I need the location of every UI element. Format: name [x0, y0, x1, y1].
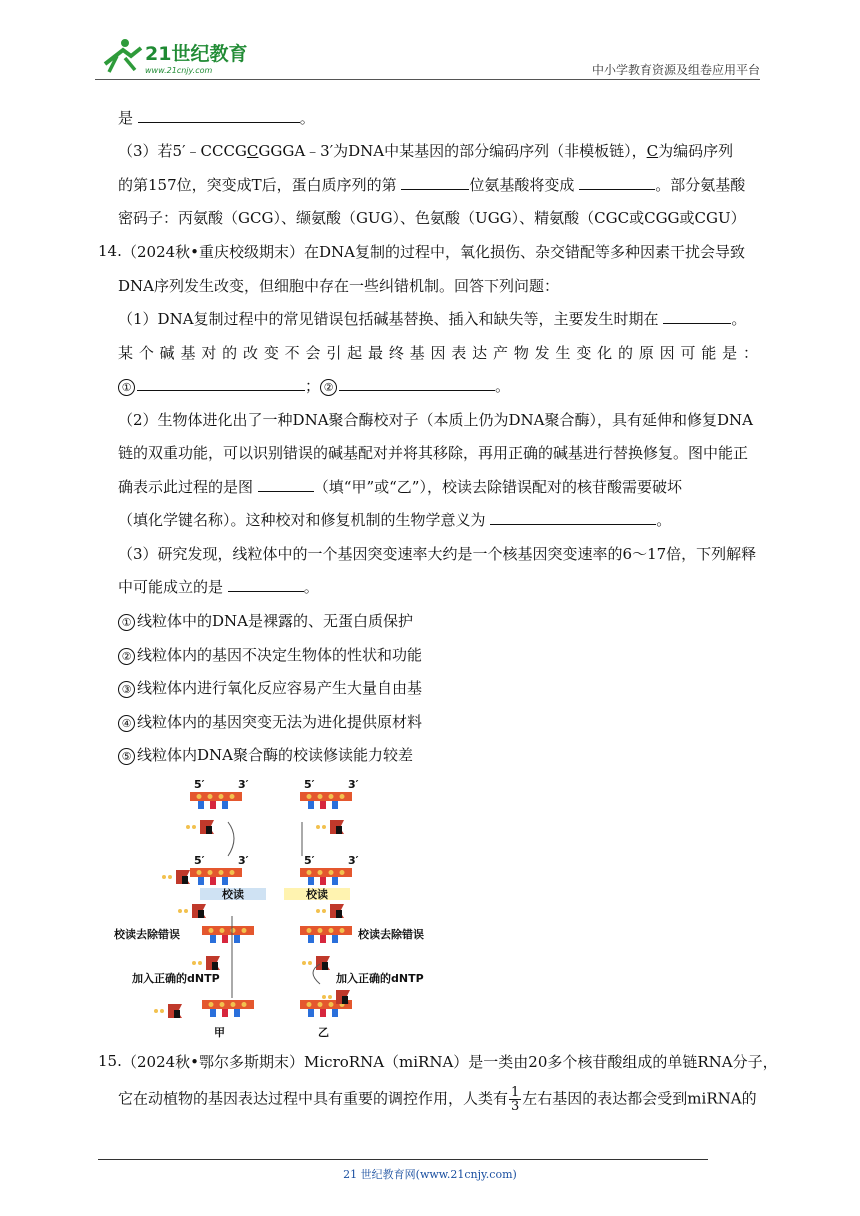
svg-text:加入正确的dNTP: 加入正确的dNTP — [132, 972, 220, 985]
svg-text:校读去除错误: 校读去除错误 — [358, 928, 424, 941]
option-3: ③ 线粒体内进行氧化反应容易产生大量自由基 — [118, 678, 422, 698]
svg-text:3′: 3′ — [348, 778, 359, 791]
svg-text:加入正确的dNTP: 加入正确的dNTP — [336, 972, 424, 985]
footer-divider — [98, 1159, 708, 1160]
page-header — [95, 36, 760, 80]
q13-part3-line2: 的第157位，突变成T后，蛋白质序列的第 位氨基酸将变成 。部分氨基酸 — [118, 176, 746, 194]
svg-text:甲: 甲 — [214, 1026, 225, 1039]
q14-part3-line2: 中可能成立的是 。 — [118, 578, 319, 596]
significance-blank[interactable] — [490, 510, 656, 525]
fraction-one-third: $\frac{1}{3}$ — [511, 1085, 520, 1114]
q14-part1-line2: 某个碱基对的改变不会引起最终基因表达产物发生变化的原因可能是： — [118, 344, 758, 362]
question-number: 14. — [98, 242, 122, 260]
option-5: ⑤ 线粒体内DNA聚合酶的校读修读能力较差 — [118, 745, 413, 765]
period-blank[interactable] — [663, 309, 731, 324]
q14-part2-line3: 确表示此过程的是图 （填“甲”或“乙”），校读去除错误配对的核苷酸需要破坏 — [118, 478, 682, 496]
svg-text:校读去除错误: 校读去除错误 — [114, 928, 180, 941]
svg-text:5′: 5′ — [194, 778, 205, 791]
header-divider — [95, 79, 760, 80]
footer-link[interactable]: 21 世纪教育网(www.21cnjy.com) — [343, 1168, 517, 1181]
option-2: ② 线粒体内的基因不决定生物体的性状和功能 — [118, 645, 422, 665]
answer-blank[interactable] — [138, 108, 300, 123]
svg-text:校读: 校读 — [306, 888, 328, 901]
position-blank[interactable] — [401, 175, 469, 190]
svg-text:校读: 校读 — [222, 888, 244, 901]
proofreading-figure — [110, 778, 450, 1043]
svg-text:3′: 3′ — [348, 854, 359, 867]
header-platform-text: 中小学教育资源及组卷应用平台 — [591, 63, 760, 77]
q14-stem-line1: （2024秋•重庆校级期末）在DNA复制的过程中，氧化损伤、杂交错配等多种因素干扰会导致 — [122, 243, 746, 261]
reason-1-blank[interactable] — [137, 376, 305, 391]
q14-part1-line1: （1）DNA复制过程中的常见错误包括碱基替换、插入和缺失等，主要发生时期在 。 — [118, 310, 747, 328]
q14-stem-line2: DNA序列发生改变，但细胞中存在一些纠错机制。回答下列问题： — [118, 277, 559, 295]
svg-text:3′: 3′ — [238, 778, 249, 791]
q15-stem-line2: 它在动植物的基因表达过程中具有重要的调控作用，人类有 $\frac{1}{3}$ 左右基因的表达都会受到miRNA的 — [118, 1085, 757, 1114]
svg-text:21世纪教育: 21世纪教育 — [145, 43, 248, 65]
q14-part3-line1: （3）研究发现，线粒体中的一个基因突变速率大约是一个核基因突变速率的6～17倍，下列解释 — [118, 545, 757, 563]
svg-text:www.21cnjy.com: www.21cnjy.com — [145, 66, 213, 75]
amino-acid-blank[interactable] — [579, 175, 655, 190]
question-number: 15. — [98, 1052, 122, 1070]
figure-choice-blank[interactable] — [258, 477, 314, 492]
svg-text:乙: 乙 — [318, 1026, 329, 1039]
svg-text:5′: 5′ — [194, 854, 205, 867]
q14-part2-line4: （填化学键名称）。这种校对和修复机制的生物学意义为 。 — [118, 511, 672, 529]
q14-part2-line2: 链的双重功能，可以识别错误的碱基配对并将其移除，再用正确的碱基进行替换修复。图中能正 — [118, 444, 749, 462]
reason-2-blank[interactable] — [339, 376, 495, 391]
site-logo — [95, 36, 265, 76]
option-4: ④ 线粒体内的基因突变无法为进化提供原材料 — [118, 712, 422, 732]
panel-jia — [113, 778, 266, 1039]
q13-part3-line1: （3）若5′﹣CCCGCGGGA﹣3′为DNA中某基因的部分编码序列（非模板链），C为编码序列 — [118, 142, 734, 160]
panel-yi — [284, 778, 424, 1039]
q15-stem-line1: （2024秋•鄂尔多斯期末）MicroRNA（miRNA）是一类由20多个核苷酸组成的单链RNA分子， — [122, 1053, 778, 1071]
q14-part1-line3: ① ； ② 。 — [118, 376, 510, 396]
svg-text:3′: 3′ — [238, 854, 249, 867]
answer-line: 是 。 — [118, 109, 315, 127]
svg-text:5′: 5′ — [304, 778, 315, 791]
svg-text:5′: 5′ — [304, 854, 315, 867]
q14-part2-line1: （2）生物体进化出了一种DNA聚合酶校对子（本质上仍为DNA聚合酶），具有延伸和修复DNA — [118, 411, 753, 429]
option-1: ① 线粒体中的DNA是裸露的、无蛋白质保护 — [118, 611, 413, 631]
codon-line: 密码子：丙氨酸（GCG）、缬氨酸（GUG）、色氨酸（UGG）、精氨酸（CGC或CGG或CGU） — [118, 209, 746, 227]
choice-blank[interactable] — [228, 577, 304, 592]
